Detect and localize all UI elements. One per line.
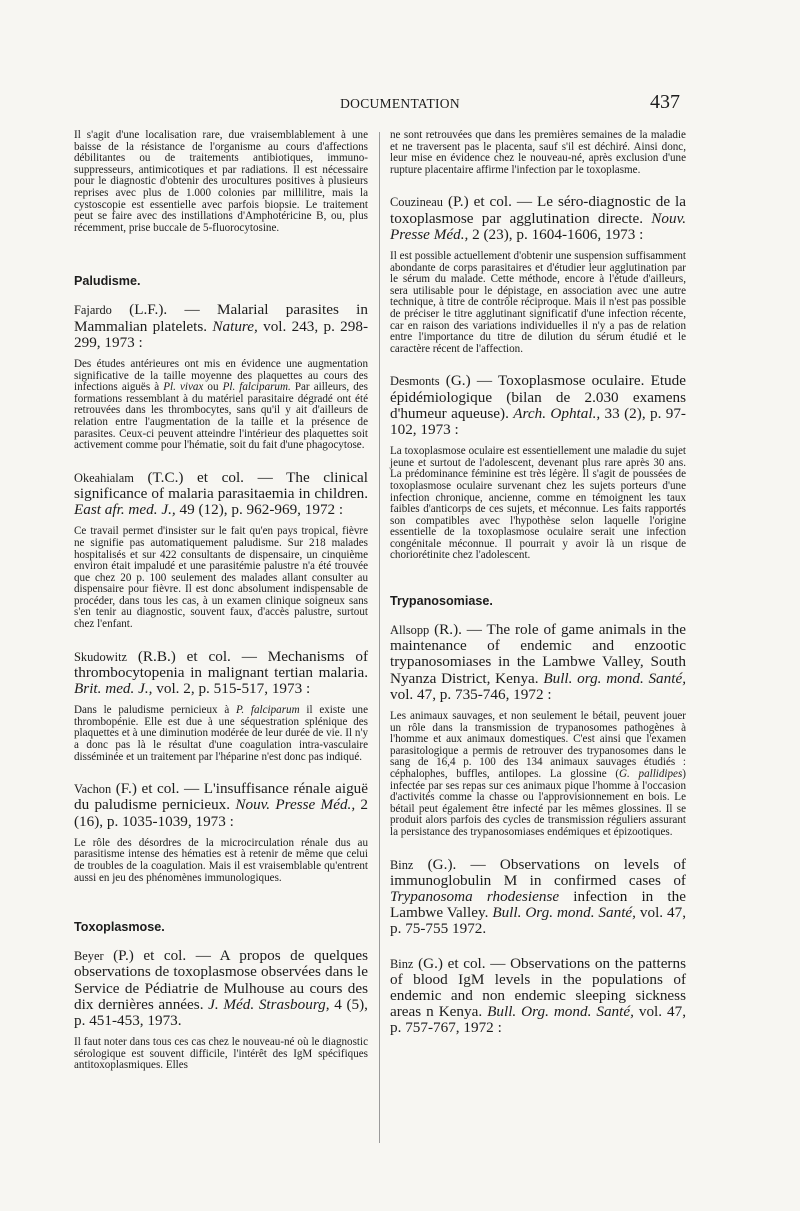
reference-title: (L.F.). — Malarial parasites in Mammalian platelets. [74,301,368,335]
column-divider [379,132,380,1143]
journal-name: Arch. Ophtal., [513,404,601,422]
section-heading-toxoplasmose: Toxoplasmose. [74,920,165,935]
journal-name: Bull. Org. mond. Santé, [487,1003,634,1021]
abstract-text: Des études antérieures ont mis en évidence une augmentation significative de la taille moyenne des plaquettes au cours des infections aiguës à [74,357,368,394]
abstract-text: ou [203,381,223,394]
reference-title: (P.) et col. — Le séro-diagnostic de la toxoplasmose par agglutination directe. [390,193,686,227]
reference-citation: 4 (5), p. 451-453, 1973. [74,995,368,1030]
abstract-skudowitz [74,705,368,763]
section-heading-paludisme: Paludisme. [74,274,141,289]
section-heading-trypanosomiase: Trypanosomiase. [390,594,493,609]
journal-name: Nouv. Presse Méd., [235,796,356,814]
reference-title: (R.). — The role of game animals in the maintenance of endemic and enzootic trypanosomiases in the Lambwe Valley, South Nyanza District, Kenya. [390,621,686,687]
right-column [390,130,686,1037]
journal-name: Bull. Org. mond. Santé, [492,904,636,922]
page-number: 437 [650,91,680,113]
reference-binz-1 [390,857,686,938]
running-title: DOCUMENTATION [340,96,460,111]
journal-name: Nouv. Presse Méd., [390,209,686,243]
abstract-allsopp [390,711,686,839]
species-name: Pl. falciparum. [222,381,291,394]
reference-citation: vol. 47, p. 757-767, 1972 : [390,1003,686,1037]
species-name: P. falciparum [236,704,300,717]
abstract-desmonts: La toxoplasmose oculaire est essentiellement une maladie du sujet jeune et surtout de l'adolescent, devenant plus rare après 30 ans. La prédominance féminine est très légère. Il s'agit de poussées de toxoplasmose oculaire survenant chez les sujets porteurs d'une infection chronique, ancienne, comme en témoignent les taux faibles d'anticorps de ces sujets, et méconnue. Les faits rapportés son compatibles avec l'hypothèse selon laquelle l'origine essentielle de la toxoplasmose oculaire serait une infection congénitale méconnue. Il pourrait y avoir là un risque de choriorétinite chez l'adolescent. [390,445,686,562]
intro-paragraph: Il s'agit d'une localisation rare, due vraisemblablement à une baisse de la résistance de l'organisme au cours d'affections débilitantes ou de traitements antibiotiques, immuno-suppresseurs, antimicotiques et par radiations. Il est nécessaire pour le diagnostic d'obtenir des urocultures positives à plusieurs reprises avec plus de 1.000 colonies par millilitre, mais la cystoscopie est essentielle avec parfois biopsie. Le traitement peut se faire avec des instillations d'Amphotéricine B, ou, plus récemment, prise buccale de 5-fluorocytosine. [74,129,368,234]
reference-beyer [74,948,368,1029]
abstract-couzineau: Il est possible actuellement d'obtenir une suspension suffisamment abondante de corps parasitaires et d'étudier leur agglutination par le sérum du malade. Cette méthode, encore à l'étude d'ailleurs, sera utilisable pour le dépistage, en association avec une autre technique, à titre de contrôle réciproque. Mais il n'est pas possible de préciser le titre agglutinant significatif d'une infection récente, car en raison des variations individuelles il n'y a pas de relation entre l'importance du titre de dilution du sérum étudié et le caractère récent de l'affection. [390,249,686,355]
author-name: Okeahialam [74,470,134,485]
journal-name: East afr. med. J., [74,501,176,519]
abstract-text: Dans le paludisme pernicieux à [74,704,237,717]
reference-title: (R.B.) et col. — Mechanisms of thrombocytopenia in malignant tertian malaria. [74,647,368,681]
reference-citation: vol. 2, p. 515-517, 1973 : [152,680,311,698]
reference-title: (P.) et col. — A propos de quelques observations de toxoplasmose observées dans le Service de Pédiatrie de Mulhouse au cours des dix dernières années. [74,947,368,1013]
abstract-text: Par ailleurs, des formations ressemblant à du matériel parasitaire dégradé ont été retrouvées dans les thrombocytes, sans qu'il y ait d'ailleurs de relation entre l'augmentation de la taille et la présence de parasites. Ceux-ci peuvent atteindre l'intérieur des plaquettes soit activement comme pour l'hématie, soit du fait d'une phagocytose. [74,381,368,452]
abstract-text: ) infectée par ses repas sur ces animaux pique l'homme à l'occasion d'activités comme la chasse ou l'approvisionnement en bois. Le bétail peut également être infecté par les mêmes glossines. Il se produit alors parfois des cycles de transmission réguliers assurant la persistance des trypanosomiases endémiques et épizootiques. [390,768,686,839]
reference-title: (G.) — Toxoplasmose oculaire. Etude épidémiologique (bilan de 2.030 examens d'humeur aqueuse). [390,372,686,422]
reference-allsopp [390,622,686,703]
reference-fajardo [74,302,368,351]
abstract-beyer: Il faut noter dans tous ces cas chez le nouveau-né où le diagnostic sérologique est souvent difficile, l'intérêt des IgM spécifiques antitoxoplasmiques. Elles [74,1036,368,1072]
abstract-fajardo [74,359,368,452]
journal-name: Bull. org. mond. Santé, [543,669,686,687]
reference-title: (T.C.) et col. — The clinical significance of malaria parasitaemia in children. [74,468,368,502]
author-name: Beyer [74,949,104,964]
reference-title: (G.). — Observations on levels of immunoglobulin M in confirmed cases of [390,855,686,889]
journal-name: J. Méd. Strasbourg, [208,995,330,1013]
reference-couzineau [390,194,686,243]
species-name: Pl. vivax [163,381,204,394]
author-name: Fajardo [74,303,112,318]
reference-citation: 2 (16), p. 1035-1039, 1973 : [74,796,369,830]
author-name: Desmonts [390,374,440,389]
reference-skudowitz [74,649,368,698]
abstract-okeahialam: Ce travail permet d'insister sur le fait qu'en pays tropical, fièvre ne signifie pas automatiquement paludisme. Sur 218 malades hospitalisés et sur 422 consultants de dispensaire, un cinquième environ était impaludé et une parasitémie palustre n'a été trouvée que chez 20 p. 100 seulement des malades allant consulter au dispensaire pour fièvre. Il est donc absolument indispensable de procéder, dans tous les cas, à un examen clinique soigneux sans s'en tenir au diagnostic, souvent faux, d'accès palustre, surtout chez l'enfant. [74,525,368,631]
abstract-vachon: Le rôle des désordres de la microcirculation rénale dus au parasitisme intense des hématies est à retenir de même que celui de troubles de la coagulation. Mais il est vraisemblable qu'entrent aussi en jeu des phénomènes immunologiques. [74,836,368,884]
reference-binz-2 [390,956,686,1037]
author-name: Skudowitz [74,649,128,664]
author-name: Allsopp [390,623,430,638]
reference-title: (F.) et col. — L'insuffisance rénale aiguë du paludisme pernicieux. [74,780,368,814]
reference-citation: 33 (2), p. 97-102, 1973 : [390,404,686,438]
reference-title: (G.) et col. — Observations on the patterns of blood IgM levels in the populations of endemic and non endemic sleeping sickness areas n Kenya. [390,954,686,1021]
author-name: Binz [390,956,414,971]
abstract-text: il existe une thrombopénie. Elle est due à une séquestration splénique des plaquettes et à une diminution modérée de leur durée de vie. Il n'y a donc pas là le résultat d'une coagulation intra-vasculaire disséminée et un traitement par l'héparine n'est donc pas indiqué. [74,704,368,763]
reference-title: infection in the Lambwe Valley. [390,888,686,922]
reference-citation: vol. 243, p. 298-299, 1973 : [74,317,369,351]
reference-citation: vol. 47, p. 75-755 1972. [390,904,686,938]
reference-citation: 49 (12), p. 962-969, 1972 : [175,501,344,519]
author-name: Couzineau [390,195,443,210]
reference-citation: vol. 47, p. 735-746, 1972 : [390,685,552,703]
reference-desmonts [390,373,686,438]
journal-name: Nature, [212,317,258,335]
reference-citation: 2 (23), p. 1604-1606, 1973 : [468,225,644,243]
page-header [0,91,800,116]
species-name: Trypanosoma rhodesiense [390,888,560,906]
reference-okeahialam [74,470,368,519]
author-name: Vachon [74,782,112,797]
journal-name: Brit. med. J., [74,680,153,698]
left-column [74,130,368,1072]
species-name: G. pallidipes [619,768,683,781]
abstract-beyer-continuation: ne sont retrouvées que dans les premières semaines de la maladie et ne traversent pas le placenta, sauf s'il est déchiré. Ainsi donc, leur mise en évidence chez le nouveau-né, après exclusion d'une rupture placentaire affirme l'infection par le toxoplasme. [390,129,686,176]
reference-vachon [74,781,368,830]
author-name: Binz [390,857,414,872]
abstract-text: Les animaux sauvages, et non seulement le bétail, peuvent jouer un rôle dans la transmission de trypanosomes pathogènes à l'homme et aux animaux domestiques. C'est ainsi que l'examen parasitologique a permis de retrouver des trypanosomes dans le sang de 16,4 p. 100 des 134 animaux sauvages étudiés : céphalophes, buffles, antilopes. La glossine ( [390,710,686,781]
